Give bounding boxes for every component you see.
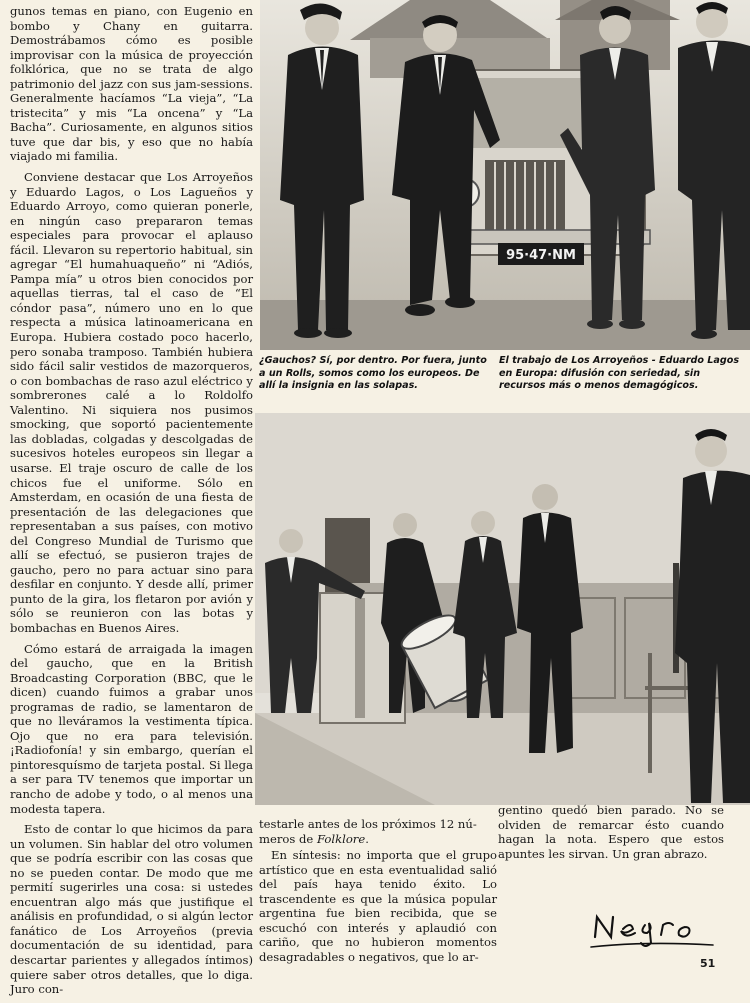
top-photo-rolls-royce (260, 0, 750, 350)
signature-scribble (585, 905, 725, 955)
article-paragraph: Esto de contar lo que hicimos da para un volumen. Sin hablar del otro volumen que se podría escribir con las cosas que no se pueden contar. De modo que me permití sugerirles una cosa: si ustedes encuentran algo más que justifique el análisis en profundidad, o si algún lector fanático de Los Arroyeños (previa documentación de su identidad, para descartar parientes y allegados íntimos) quiere saber otros detalles, que lo diga. Juro con- (10, 822, 253, 997)
article-paragraph: gunos temas en piano, con Eugenio en bombo y Chany en guitarra. Demostrábamos cómo es posible improvisar con la música de proyección folklórica, que no se trata de algo patrimonio del jazz con sus jam-sessions. Generalmente hacíamos “La vieja”, “La tristecita” y mis “La oncena” y “La Bacha”. Curiosamente, en algunos sitios tuve que dar bis, y eso que no había viajado mi familia. (10, 4, 253, 164)
article-paragraph: Cómo estará de arraigada la imagen del gaucho, que en la British Broadcasting Corporation (BBC, que le dicen) cuando fuimos a grabar unos programas de radio, se lamentaron de que no lleváramos la vestimenta típica. Ojo que no era para televisión. ¡Radiofonía! y sin embargo, querían el pintoresquísmo de tarjeta postal. Si llega a ser para TV tenemos que importar un rancho de adobe y todo, o al menos una modesta tapera. (10, 641, 253, 816)
article-paragraph: Conviene destacar que Los Arroyeños y Eduardo Lagos, o Los Lagueños y Eduardo Arroyo, como quieran ponerle, en ningún caso prepararon temas especiales para provocar el aplauso fácil. Llevaron su repertorio habitual, sin agregar “El humahuaqueño” ni “Adiós, Pampa mía” u otros bien conocidos por aquellas tierras, tal el caso de “El cóndor pasa”, número uno en lo que respecta a música latinoamericana en Europa. Hubiera costado poco hacerlo, pero sonaba tramposo. También hubiera sido fácil salir vestidos de mazorqueros, o con bombachas de raso azul eléctrico y sombrerones calé a lo Roldolfo Valentino. Ni siquiera nos pusimos smocking, que soportó pacientemente las dobladas, colgadas y descolgadas de sucesivos hoteles europeos sin llegar a usarse. El traje oscuro de calle de los chicos fue el uniforme. Sólo en Amsterdam, en ocasión de una fiesta de presentación de las delegaciones que representaban a sus países, con motivo del Congreso Mundial de Turismo que allí se efectuó, se pusieron trajes de gaucho, pero no para actuar sino para desfilar en conjunto. Y desde allí, primer punto de la gira, los fletaron por avión y sólo se reunieron con las botas y bombachas en Buenos Aires. (10, 170, 253, 635)
license-plate: 95·47·NM (506, 248, 576, 263)
right-text-column (498, 803, 724, 863)
photo-caption-left: ¿Gauchos? Sí, por dentro. Por fuera, junto a un Rolls, somos como los europeos. De allí la insignia en las solapas. (259, 355, 487, 392)
bottom-photo-studio (255, 413, 750, 805)
middle-line-2-prefix: meros de (259, 831, 317, 846)
article-paragraph: gentino quedó bien parado. No se olviden de remarcar ésto cuando hagan la nota. Espero que estos apuntes les sirvan. Un gran abrazo. (498, 803, 724, 861)
magazine-title-folklore: Folklore (316, 831, 366, 846)
middle-text-column (259, 817, 497, 966)
page-number: 51 (700, 957, 716, 970)
bottom-photo-illustration (255, 413, 750, 805)
article-paragraph (259, 817, 497, 846)
left-text-column (10, 4, 253, 1003)
photo-caption-right: El trabajo de Los Arroyeños - Eduardo Lagos en Europa: difusión con seriedad, sin recursos más o menos demagógicos. (499, 355, 740, 392)
top-photo-illustration (260, 0, 750, 350)
handwritten-signature (585, 905, 725, 955)
article-paragraph: En síntesis: no importa que el grupo artístico que en esta eventualidad salió del país haya tenido éxito. Lo trascendente es que la música popular argentina fue bien recibida, que se escuchó con interés y aplaudió con cariño, que no hubieron momentos desagradables o negativos, que lo ar- (259, 848, 497, 964)
middle-line-2-suffix: . (365, 831, 369, 846)
middle-line-1: testarle antes de los próximos 12 nú- (259, 817, 477, 831)
